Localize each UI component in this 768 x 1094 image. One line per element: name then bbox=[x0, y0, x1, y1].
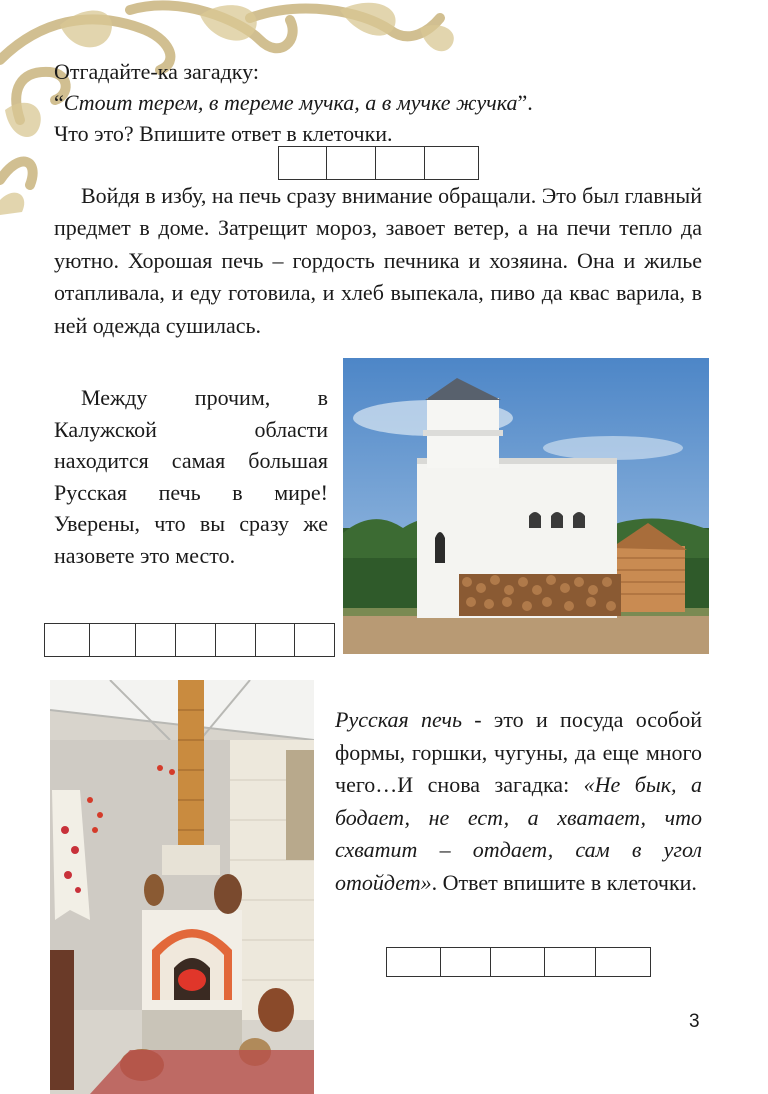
answer-grid-3[interactable] bbox=[386, 947, 651, 977]
answer-cell[interactable] bbox=[176, 624, 216, 656]
photo-giant-stove-building bbox=[343, 358, 709, 654]
answer-cell[interactable] bbox=[596, 948, 650, 976]
paragraph-kaluga-fact: Между прочим, в Калужской области находится самая большая Русская печь в мире! Уверены, что вы сразу же назовете это место. bbox=[54, 385, 328, 568]
paragraph-3-lead: - это и посуда особой формы, горшки, чугуны, да еще много чего…И снова загадка: bbox=[335, 707, 702, 798]
term-russian-stove: Русская печь bbox=[335, 707, 462, 732]
riddle-1-quote-line bbox=[54, 87, 694, 118]
answer-cell[interactable] bbox=[216, 624, 256, 656]
riddle-1-quote: Стоит терем, в тереме мучка, а в мучке жучка bbox=[63, 90, 518, 115]
riddle-2-instruction: . Ответ впишите в клеточки. bbox=[431, 869, 697, 895]
answer-cell[interactable] bbox=[545, 948, 596, 976]
quote-open: “ bbox=[54, 90, 64, 115]
paragraph-stove-riddle bbox=[335, 704, 702, 900]
answer-cell[interactable] bbox=[425, 147, 478, 179]
answer-cell[interactable] bbox=[327, 147, 376, 179]
riddle-1-instruction: Что это? Впишите ответ в клеточки. bbox=[54, 121, 393, 146]
answer-cell[interactable] bbox=[387, 948, 441, 976]
answer-cell[interactable] bbox=[441, 948, 491, 976]
answer-cell[interactable] bbox=[295, 624, 334, 656]
answer-cell[interactable] bbox=[256, 624, 295, 656]
answer-grid-1[interactable] bbox=[278, 146, 479, 180]
answer-grid-2[interactable] bbox=[44, 623, 335, 657]
answer-cell[interactable] bbox=[45, 624, 90, 656]
riddle-1 bbox=[54, 56, 694, 149]
riddle-1-intro: Отгадайте-ка загадку: bbox=[54, 59, 259, 84]
riddle-2-quote: «Не бык, а бодает, не ест, а хватает, что схватит – отдает, сам в угол отойдет» bbox=[335, 772, 702, 895]
answer-cell[interactable] bbox=[90, 624, 136, 656]
answer-cell[interactable] bbox=[376, 147, 425, 179]
answer-cell[interactable] bbox=[491, 948, 545, 976]
page-number: 3 bbox=[689, 1011, 700, 1032]
answer-cell[interactable] bbox=[136, 624, 176, 656]
paragraph-stove-description: Войдя в избу, на печь сразу внимание обращали. Это был главный предмет в доме. Затрещит мороз, завоет ветер, а на печи тепло да уютно. Хорошая печь – гордость печника и хозяина. Она и жилье отапливала, и еду готовила, и хлеб выпекала, пиво да квас варила, в ней одежда сушилась. bbox=[54, 183, 702, 338]
quote-close: ”. bbox=[517, 90, 533, 115]
answer-cell[interactable] bbox=[279, 147, 327, 179]
photo-russian-stove-interior bbox=[50, 680, 314, 1094]
